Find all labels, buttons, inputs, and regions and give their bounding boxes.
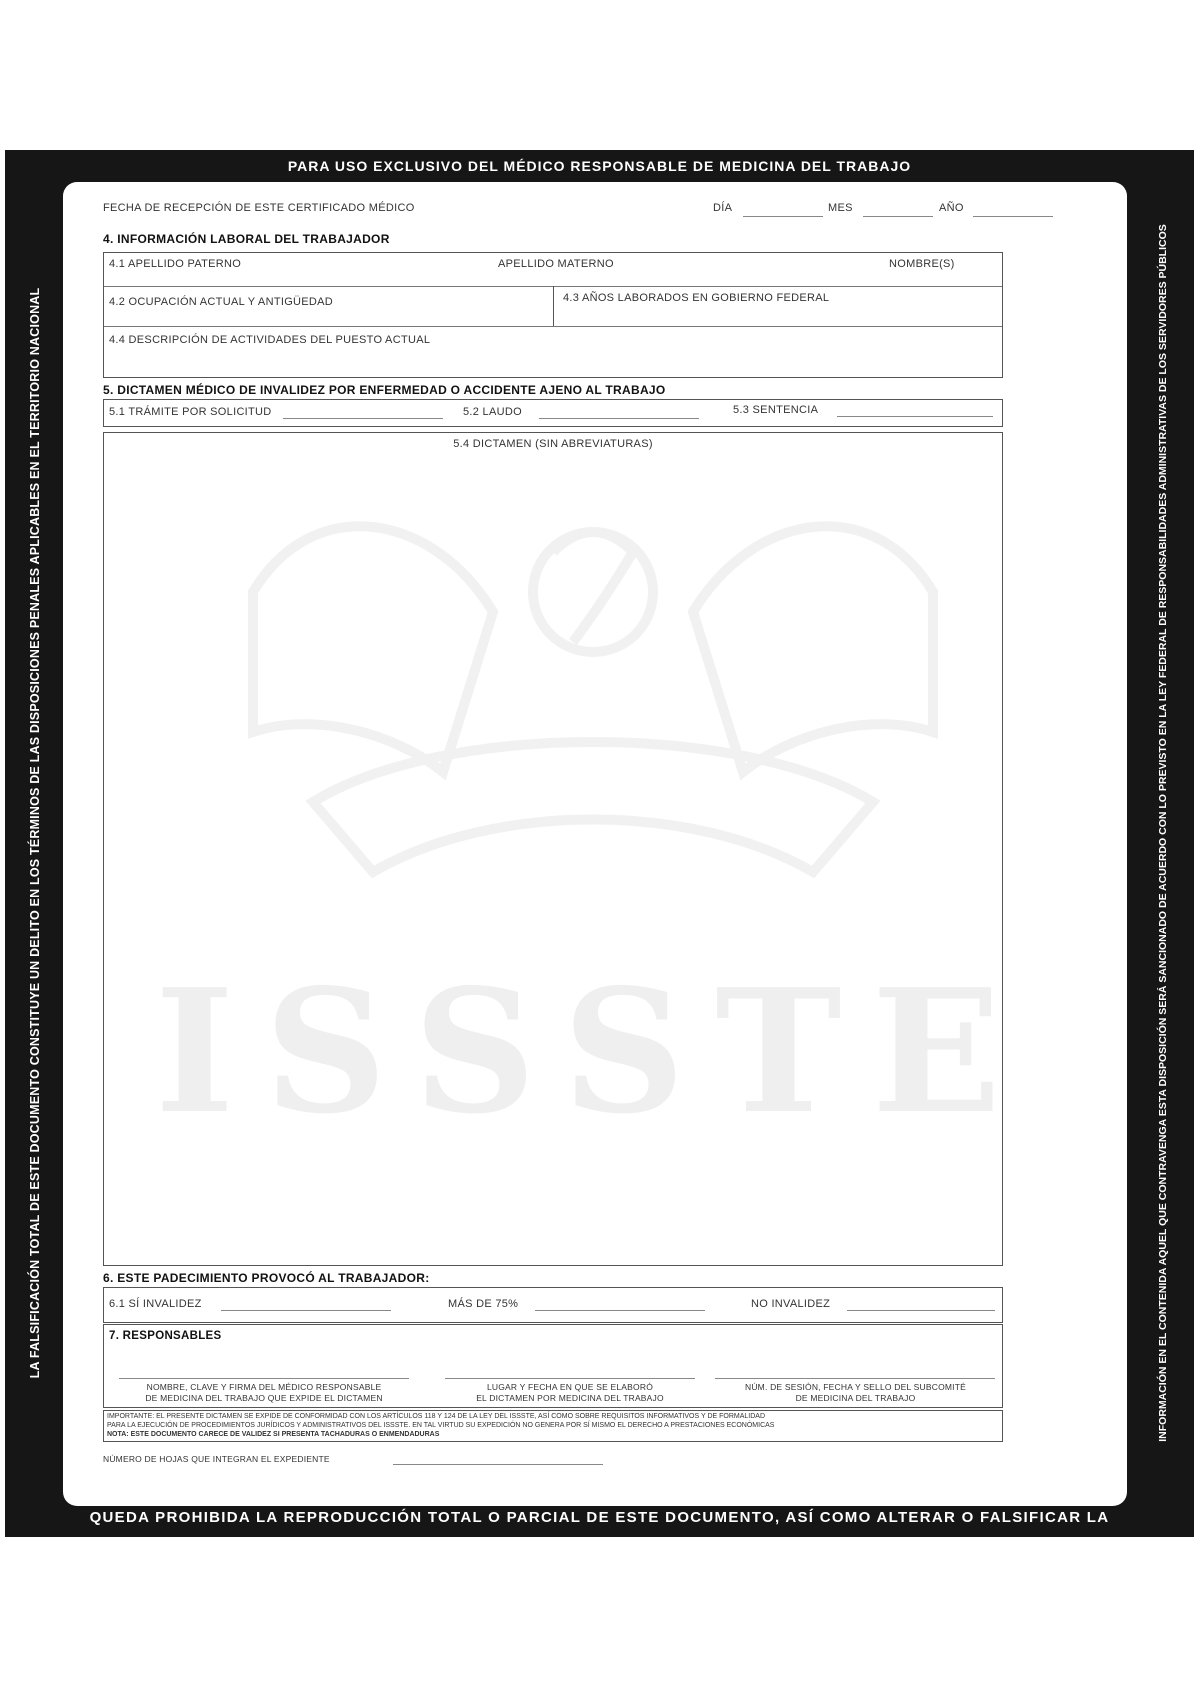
yes-invalidity-label: 6.1 SÍ INVALIDEZ <box>109 1298 202 1310</box>
left-side-warning: LA FALSIFICACIÓN TOTAL DE ESTE DOCUMENTO CONSTITUYE UN DELITO EN LOS TÉRMINOS DE LAS DISPOSICIONES PENALES APLICABLES EN EL TERRITORIO NACIONAL <box>28 287 42 1379</box>
sentence-label: 5.3 SENTENCIA <box>733 404 819 416</box>
year-label: AÑO <box>939 202 964 214</box>
month-label: MES <box>828 202 853 214</box>
given-names-label: NOMBRE(S) <box>889 258 955 270</box>
right-side-warning: INFORMACIÓN EN EL CONTENIDA AQUEL QUE CONTRAVENGA ESTA DISPOSICIÓN SERÁ SANCIONADO DE ACUERDO CON LO PREVISTO EN LA LEY FEDERAL DE RESPONSABILIDADES ADMINISTRATIVAS DE LOS SERVIDORES PÚBLICOS <box>1157 224 1169 1442</box>
session-seal-caption-1: NÚM. DE SESIÓN, FECHA Y SELLO DEL SUBCOMITÉ <box>745 1382 966 1392</box>
institution-watermark: ISSSTE <box>154 952 1032 1152</box>
physician-signature-caption-1: NOMBRE, CLAVE Y FIRMA DEL MÉDICO RESPONSABLE <box>146 1382 382 1392</box>
important-note-1: IMPORTANTE: EL PRESENTE DICTAMEN SE EXPIDE DE CONFORMIDAD CON LOS ARTÍCULOS 118 Y 124 DE LA LEY DEL ISSSTE, ASÍ COMO SOBRE REQUISITOS INFORMATIVOS Y DE FORMALIDAD <box>107 1413 766 1420</box>
no-invalidity-field[interactable] <box>847 1310 995 1311</box>
yes-invalidity-field[interactable] <box>221 1310 391 1311</box>
reception-date-label: FECHA DE RECEPCIÓN DE ESTE CERTIFICADO MÉDICO <box>103 202 415 214</box>
section-5-title: 5. DICTAMEN MÉDICO DE INVALIDEZ POR ENFERMEDAD O ACCIDENTE AJENO AL TRABAJO <box>103 383 666 397</box>
year-field[interactable] <box>973 216 1053 217</box>
top-banner: PARA USO EXCLUSIVO DEL MÉDICO RESPONSABLE DE MEDICINA DEL TRABAJO <box>287 158 912 174</box>
paternal-surname-label: 4.1 APELLIDO PATERNO <box>109 258 242 270</box>
opinion-label: 5.4 DICTAMEN (SIN ABREVIATURAS) <box>453 438 653 450</box>
section-7-title: 7. RESPONSABLES <box>109 1330 222 1342</box>
award-field[interactable] <box>539 418 699 419</box>
award-label: 5.2 LAUDO <box>463 406 522 418</box>
request-procedure-field[interactable] <box>283 418 443 419</box>
section-6-box <box>103 1287 1003 1323</box>
day-field[interactable] <box>743 216 823 217</box>
place-date-caption-2: EL DICTAMEN POR MEDICINA DEL TRABAJO <box>476 1393 664 1403</box>
bottom-banner: QUEDA PROHIBIDA LA REPRODUCCIÓN TOTAL O PARCIAL DE ESTE DOCUMENTO, ASÍ COMO ALTERAR O FALSIFICAR LA <box>89 1509 1110 1526</box>
maternal-surname-label: APELLIDO MATERNO <box>498 258 614 270</box>
session-seal-caption-2: DE MEDICINA DEL TRABAJO <box>795 1393 916 1403</box>
section-6-title: 6. ESTE PADECIMIENTO PROVOCÓ AL TRABAJADOR: <box>103 1271 430 1285</box>
sheet-count-label: NÚMERO DE HOJAS QUE INTEGRAN EL EXPEDIENTE <box>103 1454 330 1464</box>
sentence-field[interactable] <box>837 416 993 417</box>
session-seal-field[interactable] <box>715 1378 995 1379</box>
day-label: DÍA <box>713 202 733 214</box>
document-frame <box>5 150 1194 1537</box>
more-than-75-field[interactable] <box>535 1310 705 1311</box>
sheet-count-field[interactable] <box>393 1464 603 1465</box>
form-paper <box>63 182 1127 1506</box>
physician-signature-caption-2: DE MEDICINA DEL TRABAJO QUE EXPIDE EL DICTAMEN <box>145 1393 383 1403</box>
no-invalidity-label: NO INVALIDEZ <box>751 1298 831 1310</box>
request-procedure-label: 5.1 TRÁMITE POR SOLICITUD <box>109 406 272 418</box>
place-date-caption-1: LUGAR Y FECHA EN QUE SE ELABORÓ <box>486 1382 654 1392</box>
place-date-field[interactable] <box>445 1378 695 1379</box>
section-4-title: 4. INFORMACIÓN LABORAL DEL TRABAJADOR <box>103 232 390 246</box>
job-description-label: 4.4 DESCRIPCIÓN DE ACTIVIDADES DEL PUESTO ACTUAL <box>109 334 431 346</box>
month-field[interactable] <box>863 216 933 217</box>
occupation-label: 4.2 OCUPACIÓN ACTUAL Y ANTIGÜEDAD <box>109 296 334 308</box>
more-than-75-label: MÁS DE 75% <box>448 1298 519 1310</box>
years-worked-label: 4.3 AÑOS LABORADOS EN GOBIERNO FEDERAL <box>563 292 830 304</box>
physician-signature-field[interactable] <box>119 1378 409 1379</box>
important-note-2: PARA LA EJECUCIÓN DE PROCEDIMIENTOS JURÍDICOS Y ADMINISTRATIVOS DEL ISSSTE. EN TAL VIRTUD SU EXPEDICIÓN NO GENERA POR SÍ MISMO EL DERECHO A PRESTACIONES ECONÓMICAS <box>107 1422 775 1429</box>
opinion-text-area[interactable] <box>103 432 1003 1266</box>
validity-note: NOTA: ESTE DOCUMENTO CARECE DE VALIDEZ SI PRESENTA TACHADURAS O ENMENDADURAS <box>107 1431 440 1438</box>
